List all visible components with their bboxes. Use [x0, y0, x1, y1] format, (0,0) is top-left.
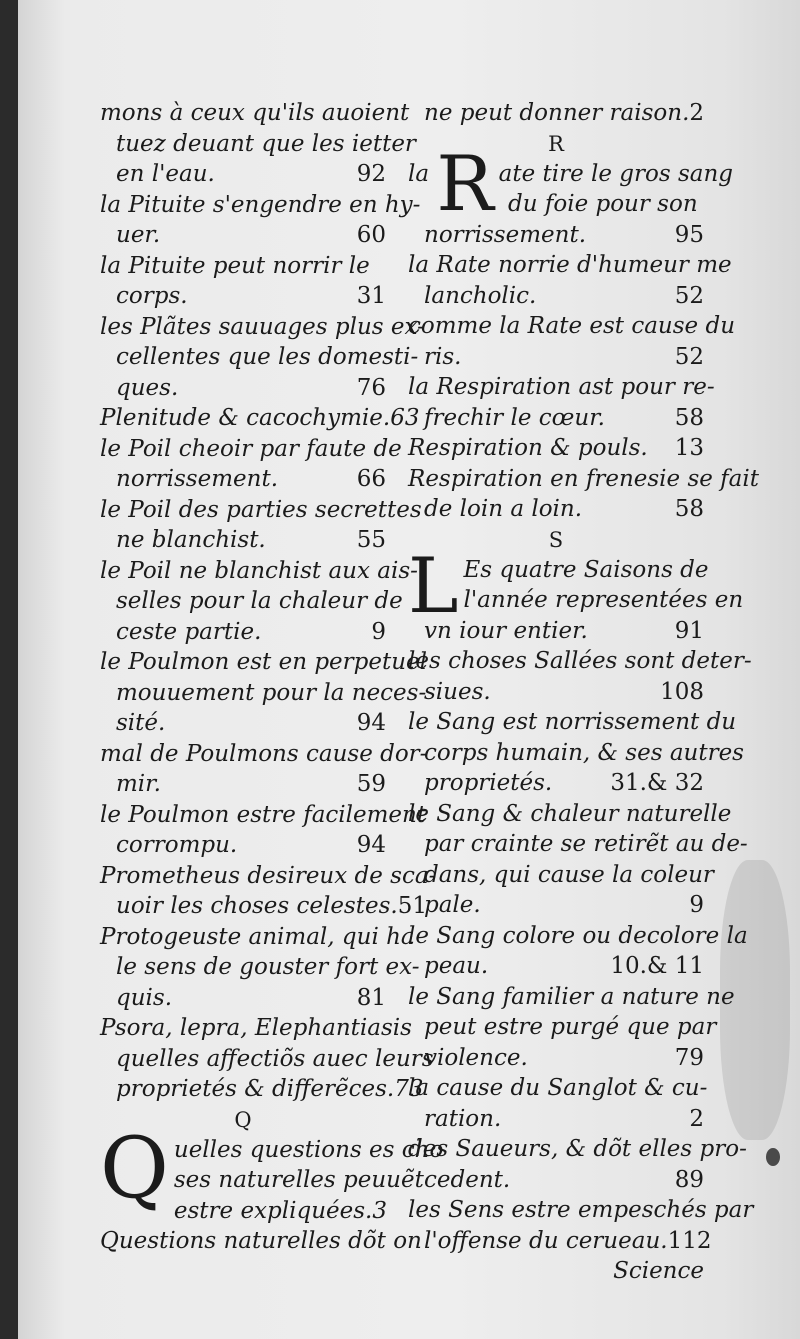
page-ref: 95 — [674, 221, 704, 248]
index-entry: ne peut donner raison. 2 — [408, 98, 704, 129]
drop-cap-l: L — [408, 540, 459, 630]
index-entry: la Pituite peut norrir le corps. 31 — [100, 251, 386, 312]
page-ref: 91 — [674, 617, 704, 644]
index-entry: le Sang familier a nature ne peut estre purgé que par violence. 79 — [408, 982, 704, 1074]
page-ref: 2 — [689, 1105, 704, 1132]
index-entry: Prometheus desireux de sca- uoir les choses celestes. 51 — [100, 861, 386, 922]
index-entry: les Sens estre empeschés par l'offense du cerueau. 112 — [408, 1195, 704, 1256]
catchword: Science — [613, 1258, 704, 1284]
drop-cap-r: R — [436, 138, 494, 228]
index-entry: mons à ceux qu'ils auoient tuez deuant que les ietter en l'eau. 92 — [100, 98, 386, 190]
index-entry: mal de Poulmons cause dor- mir. 59 — [100, 739, 386, 800]
index-entry: la Pituite s'engendre en hy- uer. 60 — [100, 190, 386, 251]
page-ref: 112 — [667, 1227, 712, 1254]
page-ref: 76 — [356, 374, 386, 401]
index-entry: le Sang est norrissement du corps humain, & ses autres proprietés. 31.& 32 — [408, 707, 704, 799]
section-letter-s: S — [548, 527, 564, 552]
page-ref: 89 — [674, 1166, 704, 1193]
ink-spot — [766, 1148, 780, 1166]
page-ref: 66 — [356, 466, 386, 492]
index-entry: le Sang & chaleur naturelle par crainte se retirẽt au de- dans, qui cause la coleur pale. 9 — [408, 799, 704, 921]
index-entry: le Poulmon est en perpetuel mouuement pour la neces- sité. 94 — [100, 647, 386, 739]
page-ref: 58 — [674, 496, 704, 522]
page-ref: 31.& 32 — [610, 770, 704, 796]
index-entry: le Poulmon estre facilement corrompu. 94 — [100, 800, 386, 861]
page-ref: 52 — [674, 282, 704, 309]
page-ref: 79 — [674, 1044, 704, 1071]
index-entry: comme la Rate est cause du ris. 52 — [408, 311, 704, 372]
index-entry: la Respiration ast pour re- frechir le cœur. 58 — [408, 372, 704, 433]
page-ref: 10.& 11 — [610, 953, 704, 979]
index-entry: la R ate tire le gros sang du foie pour son norrissement. 95 — [408, 159, 704, 251]
index-entry: Protogeuste animal, qui ha le sens de gouster fort ex- quis. 81 — [100, 922, 386, 1014]
section-letter-r: R — [548, 131, 564, 156]
index-entry: des Saueurs, & dõt elles pro- cedent. 89 — [408, 1134, 704, 1195]
drop-cap-q: Q — [100, 1118, 169, 1217]
index-entry: le Poil des parties secrettes ne blanchist. 55 — [100, 495, 386, 556]
index-entry: Q uelles questions es cho ses naturelles peuuẽt estre expliquées.3 — [100, 1118, 444, 1224]
section-letter-q: Q — [234, 1107, 252, 1132]
index-entry: Psora, lepra, Elephantiasis quelles affectiõs auec leurs proprietés & differẽces.73 — [100, 1015, 434, 1102]
page-ref: 59 — [356, 771, 386, 797]
page-ref: 58 — [674, 404, 704, 431]
page-ref: 108 — [660, 678, 704, 705]
index-entry: la Rate norrie d'humeur me lancholic. 52 — [408, 250, 704, 311]
page-ref: 9 — [371, 618, 386, 645]
left-column — [100, 98, 444, 1257]
index-entry: le Sang colore ou decolore la peau. 10.& 11 — [408, 921, 704, 982]
page-ref: 92 — [356, 161, 386, 187]
page-ref: 51 — [397, 893, 427, 919]
index-entry: L Es quatre Saisons de l'année representées en vn iour entier. 91 — [408, 555, 704, 647]
page-ref: 13 — [674, 435, 704, 461]
index-entry: Plenitude & cacochymie.63 — [100, 405, 420, 431]
page-ref: 60 — [356, 222, 386, 248]
index-entry: le Poil ne blanchist aux ais- selles pour la chaleur de ceste partie. 9 — [100, 556, 386, 648]
page-ref: 55 — [356, 527, 386, 553]
index-entry: les choses Sallées sont deter- siues. 108 — [408, 646, 704, 707]
page-ref: 2 — [689, 100, 705, 126]
index-entry: Respiration en frenesie se fait de loin a loin. 58 — [408, 464, 704, 525]
page-ref: 94 — [356, 710, 386, 736]
index-entry: Respiration & pouls. 13 — [408, 433, 704, 464]
index-entry: le Poil cheoir par faute de norrissement. 66 — [100, 434, 386, 495]
page-ref: 81 — [356, 984, 386, 1011]
page-ref: 31 — [356, 283, 386, 309]
book-page — [18, 0, 800, 1339]
page-ref: 9 — [689, 892, 704, 918]
page-ref: 52 — [674, 343, 704, 370]
index-entry: la cause du Sanglot & cu- ration. 2 — [408, 1073, 704, 1134]
page-ref: 94 — [356, 832, 386, 858]
right-column — [408, 98, 759, 1287]
index-entry: Questions naturelles dõt on — [100, 1228, 422, 1254]
index-entry: les Plãtes sauuages plus ex- cellentes que les domesti- ques. 76 — [100, 312, 386, 404]
